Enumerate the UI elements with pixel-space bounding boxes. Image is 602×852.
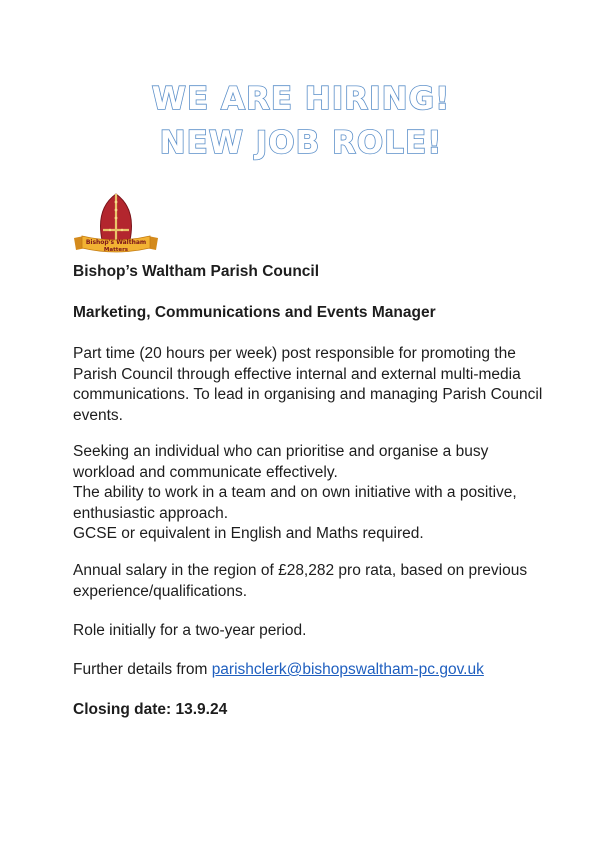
candidate-requirements xyxy=(73,442,543,545)
text-line: Parish Council through effective internal and external multi-media xyxy=(73,365,521,383)
contact-email-link[interactable]: parishclerk@bishopswaltham-pc.gov.uk xyxy=(211,661,484,678)
closing-date: Closing date: 13.9.24 xyxy=(73,701,228,718)
text-line: enthusiastic approach. xyxy=(73,504,229,522)
text-line: experience/qualifications. xyxy=(73,582,248,600)
headline-hiring: WE ARE HIRING! xyxy=(151,81,451,117)
text-line: Annual salary in the region of £28,282 pro rata, based on previous xyxy=(73,562,528,579)
role-title: Marketing, Communications and Events Manager xyxy=(73,304,436,321)
text-line: communications. To lead in organising and managing Parish Council xyxy=(73,386,543,403)
salary-info xyxy=(73,561,543,602)
role-duration: Role initially for a two-year period. xyxy=(73,622,307,639)
headline-new-job-role: NEW JOB ROLE! xyxy=(159,125,443,161)
organisation-name: Bishop’s Waltham Parish Council xyxy=(73,263,320,280)
text-line: events. xyxy=(73,406,123,424)
logo-banner-text-2: Matters xyxy=(103,247,129,253)
text-line: workload and communicate effectively. xyxy=(73,463,338,481)
role-description xyxy=(73,344,543,426)
text-line: GCSE or equivalent in English and Maths required. xyxy=(73,525,424,542)
bishops-waltham-matters-logo xyxy=(72,190,160,260)
text-line: Seeking an individual who can prioritise and organise a busy xyxy=(73,443,489,460)
text-line: Part time (20 hours per week) post responsible for promoting the xyxy=(73,345,516,362)
further-details-label: Further details from xyxy=(73,661,212,678)
further-details xyxy=(73,660,543,681)
logo-banner-text-1: Bishop's Waltham xyxy=(85,239,147,246)
text-line: The ability to work in a team and on own initiative with a positive, xyxy=(73,484,517,501)
